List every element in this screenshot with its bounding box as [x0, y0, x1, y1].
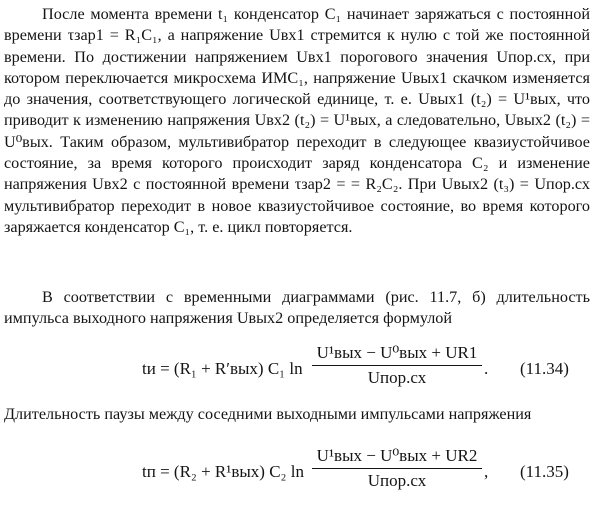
- equation-lhs: tп = (R₂ + R¹вых) C₂ ln: [142, 462, 304, 481]
- paragraph-pause-duration: [4, 404, 590, 425]
- equation-punctuation: ,: [484, 462, 489, 481]
- paragraph-charging: [4, 4, 590, 238]
- equation-fraction: [312, 343, 482, 388]
- equation-number: (11.34): [520, 359, 569, 378]
- paragraph-pulse-duration: [4, 287, 590, 330]
- equation-11-34: [0, 343, 600, 399]
- paragraph-text: В соответствии с временными диаграммами (рис. 11.7, б) длительность импульса выходного напряжения Uвых2 определяется формулой: [4, 288, 590, 328]
- equation-denominator: Uпор.сх: [367, 368, 427, 387]
- equation-punctuation: .: [484, 359, 489, 378]
- equation-numerator: U¹вых − U⁰вых + UR2: [312, 446, 482, 469]
- equation-11-35: [0, 446, 600, 502]
- paragraph-text: Длительность паузы между соседними выходными импульсами напряжения: [4, 405, 532, 423]
- paragraph-text: После момента времени t₁ конденсатор C₁ начинает заряжаться с постоянной времени τзар1 = R₁C₁, а напряжение Uвх1 стремится к нулю с той же постоянной времени. По достижении напряжением Uвх1 порогового значения Uпор.сх, при котором переключается микросхема ИМС₁, напряжение Uвых1 скачком изменяется до значения, соответствующего логической единице, т. е. Uвых1 (t₂) = U¹вых, что приводит к изменению напряжения Uвх2 (t₂) = U¹вых, а следовательно, Uвых2 (t₂) = U⁰вых. Таким образом, мультивибратор переходит в следующее квазиустойчивое состояние, за время которого происходит заряд конденсатора C₂ и изменение напряжения Uвх2 с постоянной времени τзар2 = = R₂C₂. При Uвых2 (t₃) = Uпор.сх мультивибратор переходит в новое квазиустойчивое состояние, во время которого заряжается конденсатор C₁, т. е. цикл повторяется.: [4, 5, 590, 236]
- equation-numerator: U¹вых − U⁰вых + UR1: [312, 343, 482, 366]
- equation-fraction: [312, 446, 482, 491]
- equation-denominator: Uпор.сх: [367, 471, 427, 490]
- equation-lhs: tи = (R₁ + R′вых) C₁ ln: [142, 359, 303, 378]
- equation-number: (11.35): [520, 462, 569, 481]
